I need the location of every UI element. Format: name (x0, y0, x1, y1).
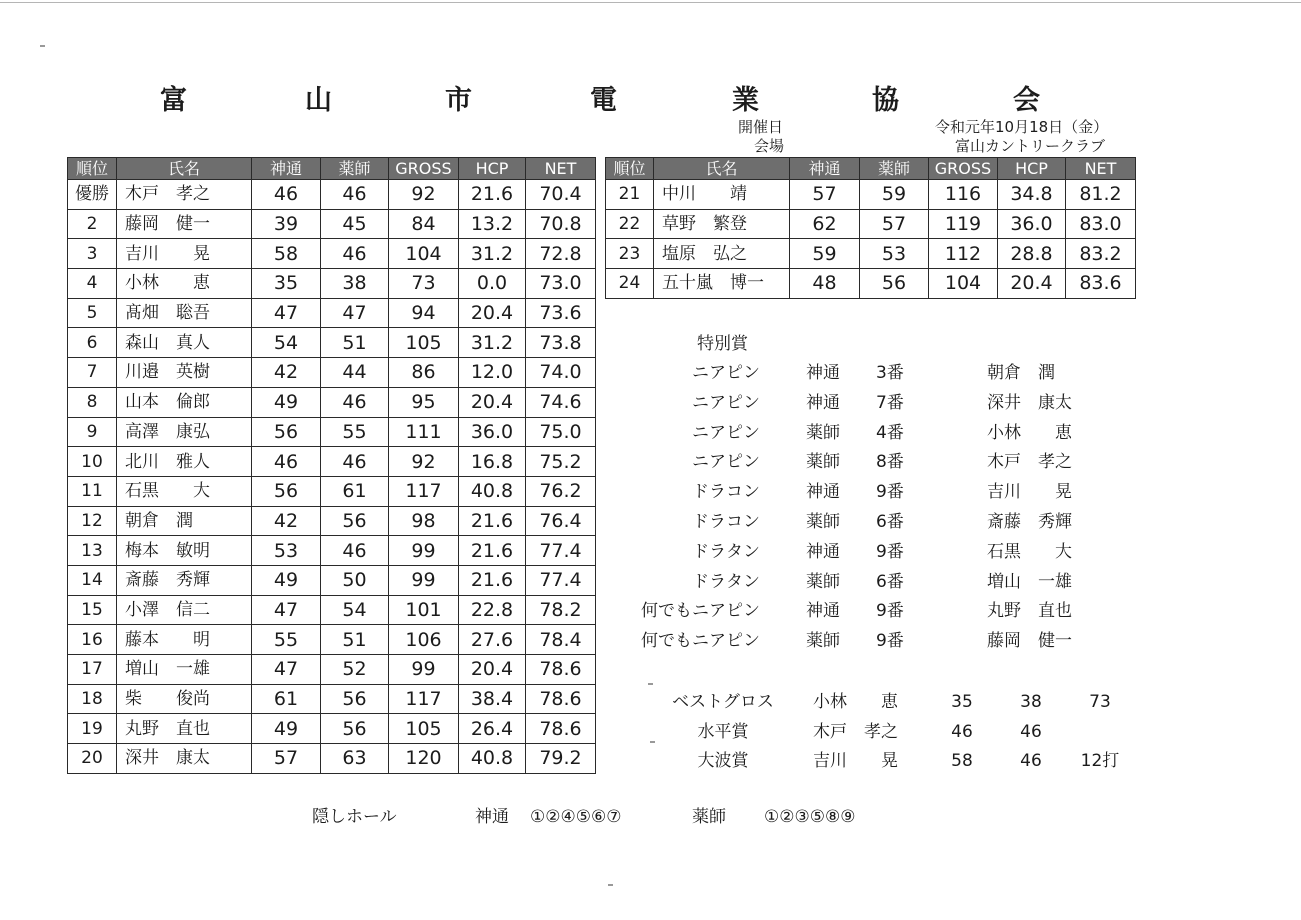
cell-net: 73.0 (526, 269, 596, 299)
cell-rank: 15 (68, 595, 117, 625)
hidden-holes-list1: ①②④⑤⑥⑦ (530, 807, 622, 827)
cell-hcp: 20.4 (459, 298, 526, 328)
cell-net: 74.6 (526, 387, 596, 417)
special-prize-name: ドラタン (692, 541, 760, 562)
cell-hcp: 21.6 (459, 506, 526, 536)
cell-jinzu: 39 (252, 209, 321, 239)
table-row (68, 298, 596, 328)
special-prize-hole: 6番 (876, 571, 904, 592)
special-prize-name: ドラコン (692, 482, 760, 503)
award-name: 水平賞 (697, 721, 749, 742)
special-prize-course: 神通 (806, 541, 840, 562)
table-header-row (68, 158, 596, 180)
special-prizes-title: 特別賞 (697, 334, 748, 354)
award-winner: 吉川 晃 (813, 751, 898, 771)
cell-yakushi: 53 (860, 239, 929, 269)
cell-hcp: 40.8 (459, 744, 526, 774)
cell-yakushi: 63 (321, 744, 389, 774)
cell-net: 77.4 (526, 536, 596, 566)
cell-rank: 22 (606, 209, 654, 239)
cell-gross: 95 (389, 387, 459, 417)
title-char: 山 (305, 85, 332, 116)
cell-hcp: 21.6 (459, 565, 526, 595)
cell-name: 柴 俊尚 (117, 684, 252, 714)
special-prize-winner: 木戸 孝之 (987, 452, 1072, 473)
special-prize-hole: 9番 (876, 631, 904, 652)
special-prize-name: ドラコン (692, 512, 760, 532)
cell-jinzu: 47 (252, 595, 321, 625)
cell-name: 朝倉 潤 (117, 506, 252, 536)
cell-jinzu: 35 (252, 269, 321, 299)
header-name: 氏名 (117, 158, 252, 180)
cell-net: 77.4 (526, 565, 596, 595)
cell-gross: 116 (929, 180, 998, 210)
scan-edge-line (0, 2, 1301, 3)
cell-net: 76.4 (526, 506, 596, 536)
cell-net: 73.8 (526, 328, 596, 358)
header-net: NET (526, 158, 596, 180)
table-row (68, 684, 596, 714)
cell-hcp: 16.8 (459, 447, 526, 477)
date-label: 開催日 (738, 118, 784, 136)
cell-net: 73.6 (526, 298, 596, 328)
cell-net: 78.6 (526, 714, 596, 744)
special-prize-winner: 丸野 直也 (987, 601, 1072, 622)
cell-rank: 8 (68, 387, 117, 417)
cell-rank: 14 (68, 565, 117, 595)
header-yakushi: 薬師 (860, 158, 929, 180)
cell-rank: 11 (68, 476, 117, 506)
cell-jinzu: 42 (252, 358, 321, 388)
special-prize-course: 薬師 (806, 571, 840, 592)
cell-gross: 111 (389, 417, 459, 447)
venue-value: 富山カントリークラブ (955, 137, 1106, 155)
cell-net: 75.2 (526, 447, 596, 477)
cell-hcp: 21.6 (459, 180, 526, 210)
special-prize-hole: 6番 (876, 512, 904, 532)
cell-yakushi: 52 (321, 655, 389, 685)
table-row (606, 209, 1136, 239)
table-row (68, 714, 596, 744)
cell-net: 72.8 (526, 239, 596, 269)
special-prize-hole: 9番 (876, 541, 904, 562)
cell-jinzu: 57 (790, 180, 860, 210)
cell-gross: 105 (389, 328, 459, 358)
cell-hcp: 0.0 (459, 269, 526, 299)
header-rank: 順位 (606, 158, 654, 180)
title-char: 会 (1013, 85, 1040, 116)
cell-jinzu: 62 (790, 209, 860, 239)
special-prize-course: 薬師 (806, 631, 840, 652)
cell-jinzu: 53 (252, 536, 321, 566)
title-char: 電 (590, 85, 617, 116)
table-row (606, 180, 1136, 210)
special-prize-course: 薬師 (806, 422, 840, 443)
special-prize-name: 何でもニアピン (641, 601, 760, 622)
cell-gross: 119 (929, 209, 998, 239)
cell-jinzu: 49 (252, 565, 321, 595)
results-table-right (605, 157, 1136, 299)
cell-rank: 2 (68, 209, 117, 239)
cell-name: 石黒 大 (117, 476, 252, 506)
special-prize-name: ニアピン (692, 363, 760, 383)
cell-rank: 4 (68, 269, 117, 299)
cell-hcp: 34.8 (998, 180, 1066, 210)
cell-yakushi: 46 (321, 239, 389, 269)
cell-gross: 94 (389, 298, 459, 328)
special-prize-course: 神通 (806, 482, 840, 503)
cell-yakushi: 44 (321, 358, 389, 388)
cell-net: 75.0 (526, 417, 596, 447)
cell-gross: 104 (389, 239, 459, 269)
scan-speck (608, 884, 613, 886)
cell-yakushi: 56 (860, 269, 929, 299)
cell-name: 藤岡 健一 (117, 209, 252, 239)
cell-net: 70.8 (526, 209, 596, 239)
cell-rank: 優勝 (68, 180, 117, 210)
table-row (68, 209, 596, 239)
cell-net: 78.6 (526, 684, 596, 714)
date-value: 令和元年10月18日（金） (935, 118, 1109, 136)
special-prize-winner: 藤岡 健一 (987, 631, 1072, 652)
cell-hcp: 13.2 (459, 209, 526, 239)
cell-yakushi: 46 (321, 536, 389, 566)
cell-hcp: 31.2 (459, 328, 526, 358)
table-row (68, 358, 596, 388)
title-char: 協 (872, 85, 899, 116)
cell-gross: 99 (389, 655, 459, 685)
cell-yakushi: 57 (860, 209, 929, 239)
special-prize-winner: 斎藤 秀輝 (987, 512, 1072, 532)
scan-speck (40, 45, 45, 47)
cell-yakushi: 51 (321, 328, 389, 358)
table-row (68, 180, 596, 210)
cell-jinzu: 54 (252, 328, 321, 358)
cell-hcp: 20.4 (998, 269, 1066, 299)
special-prize-winner: 小林 恵 (987, 422, 1072, 443)
cell-yakushi: 47 (321, 298, 389, 328)
hidden-holes-course1: 神通 (475, 807, 509, 827)
cell-jinzu: 42 (252, 506, 321, 536)
special-prize-name: ドラタン (692, 571, 760, 592)
cell-jinzu: 59 (790, 239, 860, 269)
award-value-2: 46 (1020, 751, 1042, 771)
award-name: 大波賞 (697, 751, 749, 771)
scan-speck (648, 683, 653, 685)
cell-gross: 112 (929, 239, 998, 269)
cell-name: 木戸 孝之 (117, 180, 252, 210)
special-prize-name: ニアピン (692, 422, 760, 443)
cell-name: 中川 靖 (654, 180, 790, 210)
special-prize-hole: 9番 (876, 482, 904, 503)
special-prize-hole: 4番 (876, 422, 904, 443)
cell-rank: 10 (68, 447, 117, 477)
award-value-1: 35 (951, 692, 973, 712)
cell-yakushi: 61 (321, 476, 389, 506)
cell-gross: 73 (389, 269, 459, 299)
cell-net: 78.6 (526, 655, 596, 685)
cell-hcp: 28.8 (998, 239, 1066, 269)
header-hcp: HCP (459, 158, 526, 180)
special-prize-course: 薬師 (806, 512, 840, 532)
table-row (68, 447, 596, 477)
header-jinzu: 神通 (790, 158, 860, 180)
cell-name: 川邉 英樹 (117, 358, 252, 388)
hidden-holes-course2: 薬師 (692, 807, 726, 827)
cell-name: 塩原 弘之 (654, 239, 790, 269)
cell-yakushi: 46 (321, 180, 389, 210)
cell-net: 79.2 (526, 744, 596, 774)
cell-name: 草野 繁登 (654, 209, 790, 239)
cell-yakushi: 55 (321, 417, 389, 447)
cell-name: 増山 一雄 (117, 655, 252, 685)
award-value-2: 38 (1020, 692, 1042, 712)
special-prize-winner: 深井 康太 (987, 392, 1072, 413)
cell-rank: 19 (68, 714, 117, 744)
special-prize-name: ニアピン (692, 392, 760, 413)
cell-name: 藤本 明 (117, 625, 252, 655)
award-winner: 小林 恵 (813, 692, 898, 712)
cell-gross: 117 (389, 684, 459, 714)
cell-yakushi: 59 (860, 180, 929, 210)
cell-name: 斎藤 秀輝 (117, 565, 252, 595)
cell-gross: 84 (389, 209, 459, 239)
special-prize-hole: 7番 (876, 392, 904, 413)
table-row (606, 239, 1136, 269)
cell-yakushi: 38 (321, 269, 389, 299)
header-hcp: HCP (998, 158, 1066, 180)
award-winner: 木戸 孝之 (813, 721, 898, 742)
cell-jinzu: 47 (252, 298, 321, 328)
table-row (68, 476, 596, 506)
cell-name: 小澤 信二 (117, 595, 252, 625)
cell-name: 山本 倫郎 (117, 387, 252, 417)
table-row (68, 239, 596, 269)
cell-hcp: 31.2 (459, 239, 526, 269)
cell-gross: 92 (389, 447, 459, 477)
award-value-3: 12打 (1080, 751, 1120, 771)
table-row (68, 417, 596, 447)
cell-rank: 21 (606, 180, 654, 210)
cell-jinzu: 56 (252, 476, 321, 506)
special-prize-hole: 9番 (876, 601, 904, 622)
cell-rank: 9 (68, 417, 117, 447)
cell-gross: 101 (389, 595, 459, 625)
title-char: 業 (732, 85, 759, 116)
cell-name: 梅本 敏明 (117, 536, 252, 566)
table-header-row (606, 158, 1136, 180)
award-value-3: 73 (1089, 692, 1111, 712)
cell-yakushi: 46 (321, 447, 389, 477)
cell-jinzu: 61 (252, 684, 321, 714)
header-net: NET (1066, 158, 1136, 180)
cell-gross: 99 (389, 536, 459, 566)
header-gross: GROSS (929, 158, 998, 180)
header-gross: GROSS (389, 158, 459, 180)
table-row (68, 595, 596, 625)
cell-net: 76.2 (526, 476, 596, 506)
table-row (606, 269, 1136, 299)
cell-gross: 120 (389, 744, 459, 774)
cell-name: 高澤 康弘 (117, 417, 252, 447)
special-prize-course: 神通 (806, 392, 840, 413)
cell-gross: 99 (389, 565, 459, 595)
cell-yakushi: 56 (321, 506, 389, 536)
cell-hcp: 36.0 (459, 417, 526, 447)
cell-gross: 104 (929, 269, 998, 299)
cell-gross: 106 (389, 625, 459, 655)
award-name: ベストグロス (672, 692, 774, 712)
cell-gross: 105 (389, 714, 459, 744)
cell-yakushi: 51 (321, 625, 389, 655)
venue-label: 会場 (754, 137, 785, 155)
cell-gross: 86 (389, 358, 459, 388)
cell-jinzu: 48 (790, 269, 860, 299)
cell-hcp: 26.4 (459, 714, 526, 744)
cell-hcp: 27.6 (459, 625, 526, 655)
header-jinzu: 神通 (252, 158, 321, 180)
hidden-holes-list2: ①②③⑤⑧⑨ (764, 807, 856, 827)
cell-jinzu: 46 (252, 180, 321, 210)
results-table-left (67, 157, 596, 774)
table-row (68, 625, 596, 655)
cell-net: 70.4 (526, 180, 596, 210)
document-title (0, 84, 1301, 118)
table-row (68, 328, 596, 358)
cell-jinzu: 49 (252, 714, 321, 744)
special-prize-hole: 8番 (876, 452, 904, 473)
award-value-1: 46 (951, 721, 973, 742)
cell-hcp: 22.8 (459, 595, 526, 625)
cell-jinzu: 47 (252, 655, 321, 685)
cell-net: 78.2 (526, 595, 596, 625)
award-value-1: 58 (951, 751, 973, 771)
hidden-holes-label: 隠しホール (312, 807, 397, 827)
cell-jinzu: 58 (252, 239, 321, 269)
cell-rank: 24 (606, 269, 654, 299)
cell-rank: 17 (68, 655, 117, 685)
cell-net: 81.2 (1066, 180, 1136, 210)
header-yakushi: 薬師 (321, 158, 389, 180)
cell-jinzu: 56 (252, 417, 321, 447)
title-char: 市 (445, 85, 472, 116)
special-prize-course: 神通 (806, 601, 840, 622)
cell-net: 83.6 (1066, 269, 1136, 299)
title-char: 富 (160, 85, 187, 116)
cell-name: 髙畑 聡吾 (117, 298, 252, 328)
cell-net: 74.0 (526, 358, 596, 388)
cell-name: 五十嵐 博一 (654, 269, 790, 299)
table-row (68, 387, 596, 417)
table-row (68, 536, 596, 566)
special-prize-name: 何でもニアピン (641, 631, 760, 652)
cell-jinzu: 46 (252, 447, 321, 477)
cell-rank: 16 (68, 625, 117, 655)
special-prize-winner: 吉川 晃 (987, 482, 1072, 503)
cell-yakushi: 46 (321, 387, 389, 417)
header-name: 氏名 (654, 158, 790, 180)
cell-rank: 20 (68, 744, 117, 774)
special-prize-hole: 3番 (876, 363, 904, 383)
cell-name: 丸野 直也 (117, 714, 252, 744)
cell-yakushi: 56 (321, 714, 389, 744)
cell-net: 83.0 (1066, 209, 1136, 239)
cell-net: 83.2 (1066, 239, 1136, 269)
cell-rank: 7 (68, 358, 117, 388)
table-row (68, 565, 596, 595)
cell-rank: 23 (606, 239, 654, 269)
special-prize-winner: 朝倉 潤 (987, 363, 1055, 383)
special-prize-name: ニアピン (692, 452, 760, 473)
cell-hcp: 20.4 (459, 655, 526, 685)
cell-jinzu: 55 (252, 625, 321, 655)
table-row (68, 655, 596, 685)
cell-hcp: 40.8 (459, 476, 526, 506)
cell-name: 吉川 晃 (117, 239, 252, 269)
award-value-2: 46 (1020, 721, 1042, 742)
table-row (68, 744, 596, 774)
cell-rank: 18 (68, 684, 117, 714)
scan-speck (650, 741, 655, 743)
cell-rank: 3 (68, 239, 117, 269)
cell-rank: 13 (68, 536, 117, 566)
table-row (68, 506, 596, 536)
cell-hcp: 20.4 (459, 387, 526, 417)
cell-hcp: 36.0 (998, 209, 1066, 239)
special-prize-winner: 増山 一雄 (987, 571, 1072, 592)
cell-rank: 6 (68, 328, 117, 358)
cell-hcp: 38.4 (459, 684, 526, 714)
cell-yakushi: 50 (321, 565, 389, 595)
cell-name: 森山 真人 (117, 328, 252, 358)
table-row (68, 269, 596, 299)
cell-hcp: 12.0 (459, 358, 526, 388)
cell-jinzu: 49 (252, 387, 321, 417)
cell-name: 小林 恵 (117, 269, 252, 299)
cell-rank: 5 (68, 298, 117, 328)
header-rank: 順位 (68, 158, 117, 180)
cell-yakushi: 54 (321, 595, 389, 625)
cell-gross: 98 (389, 506, 459, 536)
cell-rank: 12 (68, 506, 117, 536)
cell-net: 78.4 (526, 625, 596, 655)
special-prize-winner: 石黒 大 (987, 541, 1072, 562)
cell-jinzu: 57 (252, 744, 321, 774)
cell-name: 北川 雅人 (117, 447, 252, 477)
special-prize-course: 薬師 (806, 452, 840, 473)
cell-hcp: 21.6 (459, 536, 526, 566)
cell-gross: 92 (389, 180, 459, 210)
cell-yakushi: 45 (321, 209, 389, 239)
cell-name: 深井 康太 (117, 744, 252, 774)
cell-yakushi: 56 (321, 684, 389, 714)
special-prize-course: 神通 (806, 363, 840, 383)
cell-gross: 117 (389, 476, 459, 506)
